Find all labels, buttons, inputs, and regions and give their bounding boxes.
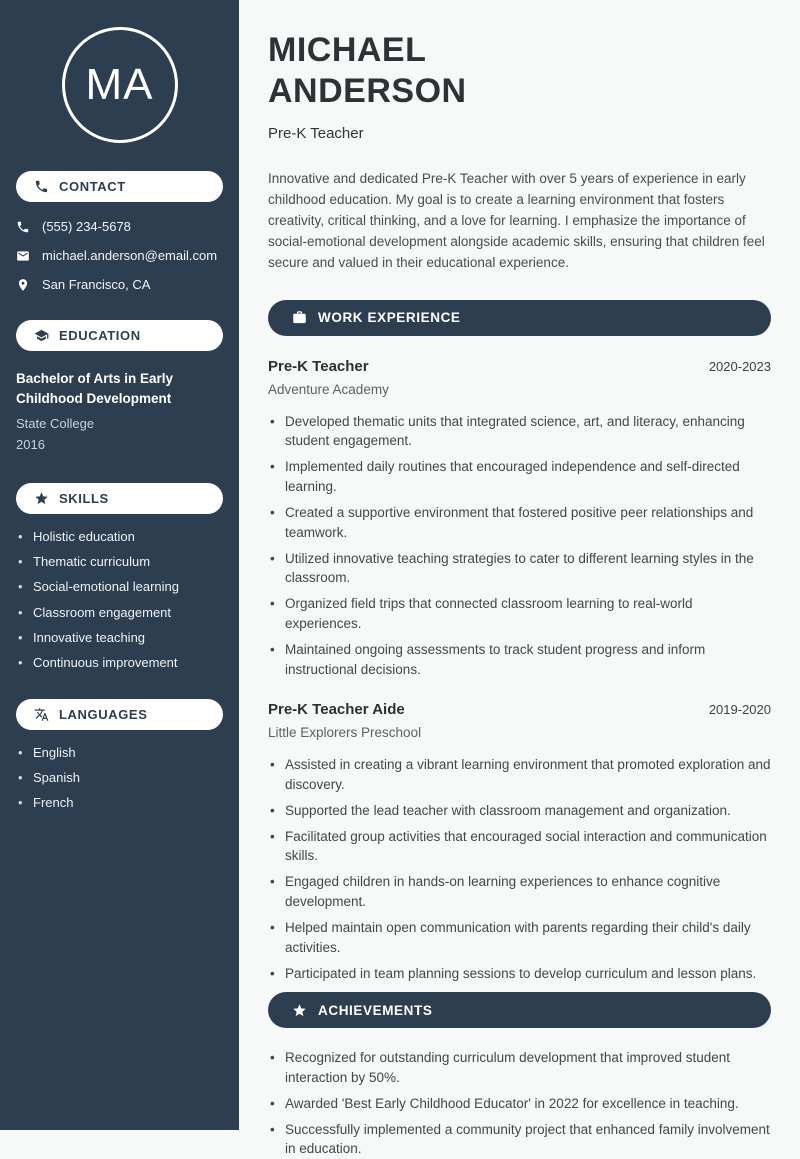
phone-icon — [34, 179, 49, 194]
job-bullet: • Engaged children in hands-on learning experiences to enhance cognitive development. — [268, 872, 771, 911]
graduation-cap-icon — [34, 328, 49, 343]
sidebar — [0, 0, 239, 1130]
job-bullet-list — [268, 412, 771, 679]
education-school: State College — [16, 416, 95, 432]
achievement-bullet: • Successfully implemented a community project that enhanced family involvement in education. — [268, 1120, 771, 1159]
achievement-bullet: • Recognized for outstanding curriculum development that improved student interaction by 50%. — [268, 1048, 771, 1087]
briefcase-icon — [292, 310, 307, 325]
achievements-list — [268, 1048, 771, 1159]
job-title: Pre-K Teacher — [268, 357, 369, 375]
work-experience-title: WORK EXPERIENCE — [318, 310, 461, 326]
education-year: 2016 — [16, 436, 45, 452]
job-bullet: • Developed thematic units that integrated science, art, and literacy, enhancing student engagement. — [268, 412, 771, 451]
education-entry — [16, 369, 223, 455]
contact-section-header — [16, 171, 223, 202]
contact-row-email — [16, 248, 223, 263]
skill-item: • Innovative teaching — [16, 631, 223, 645]
job-title: Pre-K Teacher Aide — [268, 701, 405, 719]
professional-summary: Innovative and dedicated Pre-K Teacher with over 5 years of experience in early childhood education. My goal is to create a learning environment that fosters creativity, critical thinking, and a love for learning. I emphasize the importance of social-emotional development alongside academic skills, ensuring that children feel secure and valued in their educational experience. — [268, 171, 765, 270]
job-entry — [268, 358, 771, 679]
skills-list — [16, 530, 223, 671]
job-bullet: • Helped maintain open communication with parents regarding their child's daily activities. — [268, 918, 771, 957]
job-bullet: • Created a supportive environment that fostered positive peer relationships and teamwork. — [268, 503, 771, 542]
email-icon — [16, 249, 30, 263]
job-period: 2020-2023 — [708, 358, 771, 374]
job-role-subtitle: Pre-K Teacher — [268, 125, 364, 143]
job-bullet: • Supported the lead teacher with classroom management and organization. — [268, 801, 771, 821]
contact-row-location — [16, 277, 223, 292]
achievements-title: ACHIEVEMENTS — [318, 1002, 433, 1018]
education-degree: Bachelor of Arts in Early Childhood Development — [16, 371, 174, 406]
main-content — [239, 0, 800, 1157]
avatar — [62, 27, 178, 143]
contact-list — [16, 219, 223, 292]
job-bullet: • Maintained ongoing assessments to track student progress and inform instructional decisions. — [268, 640, 771, 679]
language-item: • English — [16, 746, 223, 760]
location-icon — [16, 278, 30, 292]
job-bullet: • Facilitated group activities that encouraged social interaction and communication skills. — [268, 827, 771, 866]
job-bullet: • Organized field trips that connected classroom learning to real-world experiences. — [268, 594, 771, 633]
translate-icon — [34, 707, 49, 722]
job-entry — [268, 701, 771, 983]
education-section-title: EDUCATION — [59, 328, 141, 343]
contact-section-title: CONTACT — [59, 179, 126, 194]
achievements-section-header — [268, 992, 771, 1028]
first-name: MICHAEL — [268, 31, 427, 69]
skill-item: • Holistic education — [16, 530, 223, 544]
email-address: michael.anderson@email.com — [42, 248, 218, 263]
job-header — [268, 358, 771, 375]
work-experience-section-header — [268, 300, 771, 336]
last-name: ANDERSON — [268, 72, 467, 111]
star-icon — [292, 1003, 307, 1018]
job-company: Adventure Academy — [268, 381, 389, 397]
job-header — [268, 701, 771, 718]
phone-icon — [16, 220, 30, 234]
job-bullet: • Assisted in creating a vibrant learning environment that promoted exploration and discovery. — [268, 755, 771, 794]
languages-section-header — [16, 699, 223, 730]
job-period: 2019-2020 — [708, 702, 771, 718]
languages-list — [16, 746, 223, 811]
skill-item: • Social-emotional learning — [16, 580, 223, 594]
star-icon — [34, 491, 49, 506]
candidate-name — [268, 30, 771, 112]
skill-item: • Thematic curriculum — [16, 555, 223, 569]
language-item: • French — [16, 796, 223, 810]
avatar-initials: MA — [85, 60, 154, 109]
location-text: San Francisco, CA — [42, 277, 151, 292]
languages-section-title: LANGUAGES — [59, 706, 148, 722]
education-section-header — [16, 320, 223, 351]
job-bullet-list — [268, 755, 771, 983]
skill-item: • Continuous improvement — [16, 656, 223, 670]
skills-section-title: SKILLS — [59, 490, 109, 506]
skill-item: • Classroom engagement — [16, 606, 223, 620]
phone-number: (555) 234-5678 — [42, 219, 131, 234]
job-bullet: • Implemented daily routines that encouraged independence and self-directed learning. — [268, 457, 771, 496]
job-company: Little Explorers Preschool — [268, 725, 422, 741]
job-bullet: • Utilized innovative teaching strategies to cater to different learning styles in the classroom. — [268, 549, 771, 588]
achievement-bullet: • Awarded 'Best Early Childhood Educator' in 2022 for excellence in teaching. — [268, 1094, 771, 1114]
job-bullet: • Participated in team planning sessions to develop curriculum and lesson plans. — [268, 964, 771, 984]
skills-section-header — [16, 483, 223, 514]
language-item: • Spanish — [16, 771, 223, 785]
contact-row-phone — [16, 219, 223, 234]
